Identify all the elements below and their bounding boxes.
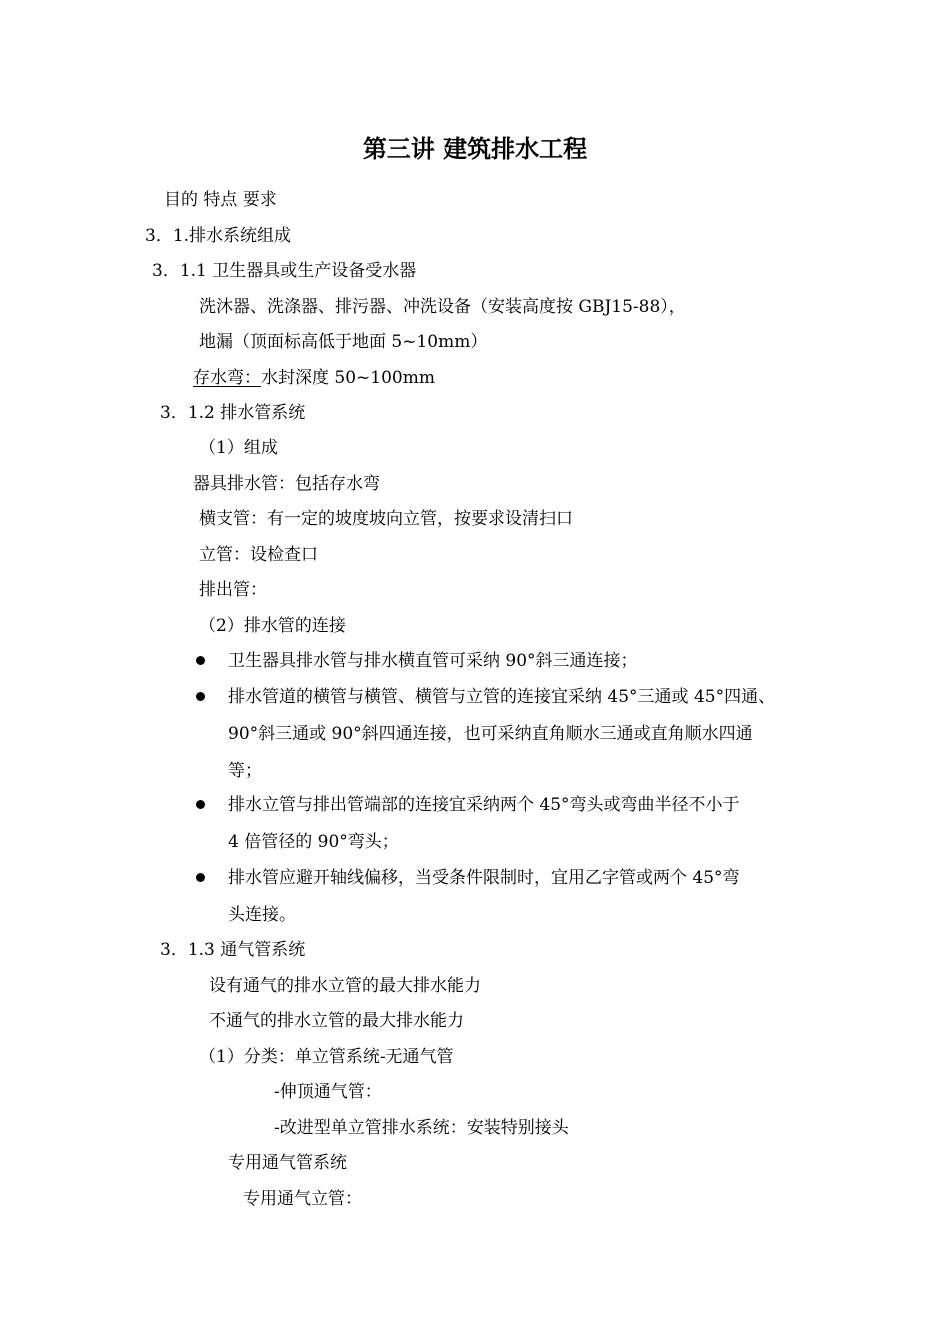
bullet-text: 排水立管与排出管端部的连接宜采纳两个 45°弯头或弯曲半径不小于 — [228, 795, 740, 815]
bullet-text: 4 倍管径的 90°弯头； — [228, 832, 399, 852]
composition-item: 器具排水管：包括存水弯 — [193, 474, 380, 494]
subsection-heading-3-1-3: 3．1.3 通气管系统 — [160, 940, 306, 960]
intro-line: 目的 特点 要求 — [164, 190, 277, 210]
classification-sub-item: -改进型单立管排水系统：安装特别接头 — [274, 1118, 569, 1138]
bullet-marker — [196, 873, 205, 882]
bullet-text: 头连接。 — [228, 905, 296, 925]
composition-item: 排出管： — [199, 580, 267, 600]
composition-heading: （1）组成 — [199, 438, 278, 458]
subsection-heading-3-1-2: 3．1.2 排水管系统 — [160, 403, 306, 423]
bullet-marker — [196, 656, 205, 665]
composition-item: 立管：设检查口 — [199, 545, 318, 565]
dedicated-vent-riser: 专用通气立管： — [243, 1189, 362, 1209]
no-vent-capacity-line: 不通气的排水立管的最大排水能力 — [209, 1011, 464, 1031]
bullet-text: 卫生器具排水管与排水横直管可采纳 90°斜三通连接； — [228, 651, 638, 671]
composition-item: 横支管：有一定的坡度坡向立管，按要求设清扫口 — [199, 509, 573, 529]
floor-drain-line: 地漏（顶面标高低于地面 5~10mm） — [199, 332, 488, 352]
bullet-text: 90°斜三通或 90°斜四通连接，也可采纳直角顺水三通或直角顺水四通 — [228, 724, 753, 744]
connection-heading: （2）排水管的连接 — [199, 616, 346, 636]
classification-sub-item: -伸顶通气管： — [274, 1082, 382, 1102]
dedicated-vent-system: 专用通气管系统 — [228, 1153, 347, 1173]
bullet-marker — [196, 692, 205, 701]
bullet-text: 排水管应避开轴线偏移，当受条件限制时，宜用乙字管或两个 45°弯 — [228, 868, 740, 888]
trap-text: 水封深度 50~100mm — [261, 368, 435, 388]
bullet-text: 等； — [228, 761, 262, 781]
page-title: 第三讲 建筑排水工程 — [362, 135, 588, 163]
classification-line: （1）分类：单立管系统-无通气管 — [199, 1047, 454, 1067]
vent-capacity-line: 设有通气的排水立管的最大排水能力 — [209, 976, 481, 996]
bullet-marker — [196, 800, 205, 809]
subsection-heading-3-1-1: 3．1.1 卫生器具或生产设备受水器 — [152, 261, 417, 281]
bullet-text: 排水管道的横管与横管、横管与立管的连接宜采纳 45°三通或 45°四通、 — [228, 687, 776, 707]
section-heading-3-1: 3．1.排水系统组成 — [145, 226, 292, 246]
trap-label: 存水弯： — [193, 368, 261, 388]
trap-line — [193, 367, 435, 389]
fixtures-line: 洗沐器、洗涤器、排污器、冲洗设备（安装高度按 GBJ15-88）， — [199, 297, 686, 317]
